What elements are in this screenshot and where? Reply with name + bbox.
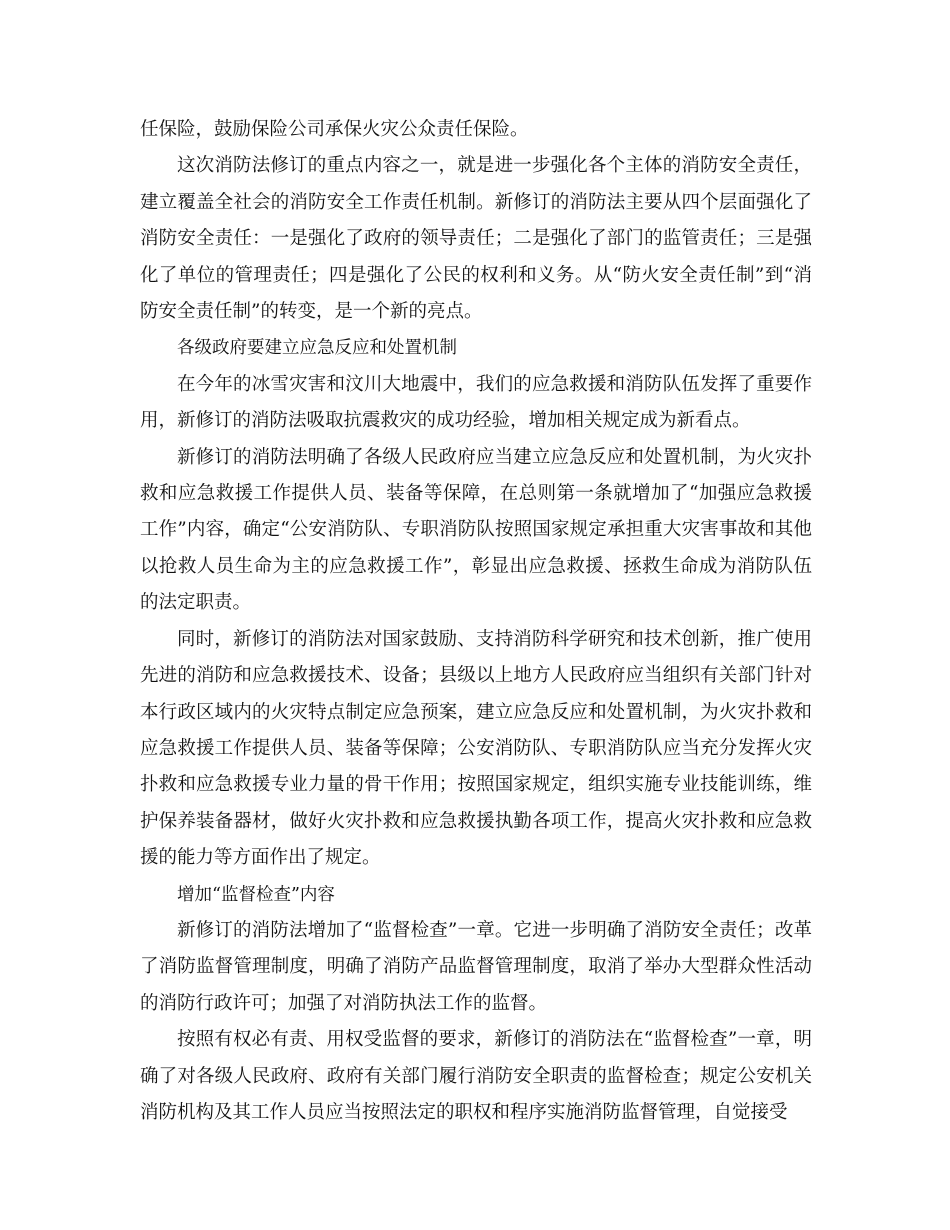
body-paragraph-accountability: 按照有权必有责、用权受监督的要求，新修订的消防法在“监督检查”一章，明确了对各级人民政府、政府有关部门履行消防安全职责的监督检查；规定公安机关消防机构及其工作人员应当按照法定的职权和程序实施消防监督管理，自觉接受 (140, 1029, 812, 1123)
document-page (140, 112, 812, 1131)
body-paragraph-disaster: 在今年的冰雪灾害和汶川大地震中，我们的应急救援和消防队伍发挥了重要作用，新修订的消防法吸取抗震救灾的成功经验，增加相关规定成为新看点。 (140, 373, 812, 432)
section-heading-supervision: 增加“监督检查”内容 (177, 884, 335, 905)
body-paragraph-responsibility: 这次消防法修订的重点内容之一，就是进一步强化各个主体的消防安全责任，建立覆盖全社会的消防安全工作责任机制。新修订的消防法主要从四个层面强化了消防安全责任：一是强化了政府的领导责任；二是强化了部门的监管责任；三是强化了单位的管理责任；四是强化了公民的权利和义务。从“防火安全责任制”到“消防安全责任制”的转变，是一个新的亮点。 (140, 155, 812, 323)
section-heading-emergency: 各级政府要建立应急反应和处置机制 (177, 338, 457, 359)
continuation-paragraph: 任保险，鼓励保险公司承保火灾公众责任保险。 (140, 119, 529, 140)
body-paragraph-support: 同时，新修订的消防法对国家鼓励、支持消防科学研究和技术创新，推广使用先进的消防和应急救援技术、设备；县级以上地方人民政府应当组织有关部门针对本行政区域内的火灾特点制定应急预案，建立应急反应和处置机制，为火灾扑救和应急救援工作提供人员、装备等保障；公安消防队、专职消防队应当充分发挥火灾扑救和应急救援专业力量的骨干作用；按照国家规定，组织实施专业技能训练，维护保养装备器材，做好火灾扑救和应急救援执勤各项工作，提高火灾扑救和应急救援的能力等方面作出了规定。 (140, 628, 812, 869)
body-paragraph-mechanism: 新修订的消防法明确了各级人民政府应当建立应急反应和处置机制，为火灾扑救和应急救援工作提供人员、装备等保障，在总则第一条就增加了“加强应急救援工作”内容，确定“公安消防队、专职消防队按照国家规定承担重大灾害事故和其他以抢救人员生命为主的应急救援工作”，彰显出应急救援、拯救生命成为消防队伍的法定职责。 (140, 446, 812, 614)
body-paragraph-inspection-chapter: 新修订的消防法增加了“监督检查”一章。它进一步明确了消防安全责任；改革了消防监督管理制度，明确了消防产品监督管理制度，取消了举办大型群众性活动的消防行政许可；加强了对消防执法工作的监督。 (140, 919, 812, 1014)
